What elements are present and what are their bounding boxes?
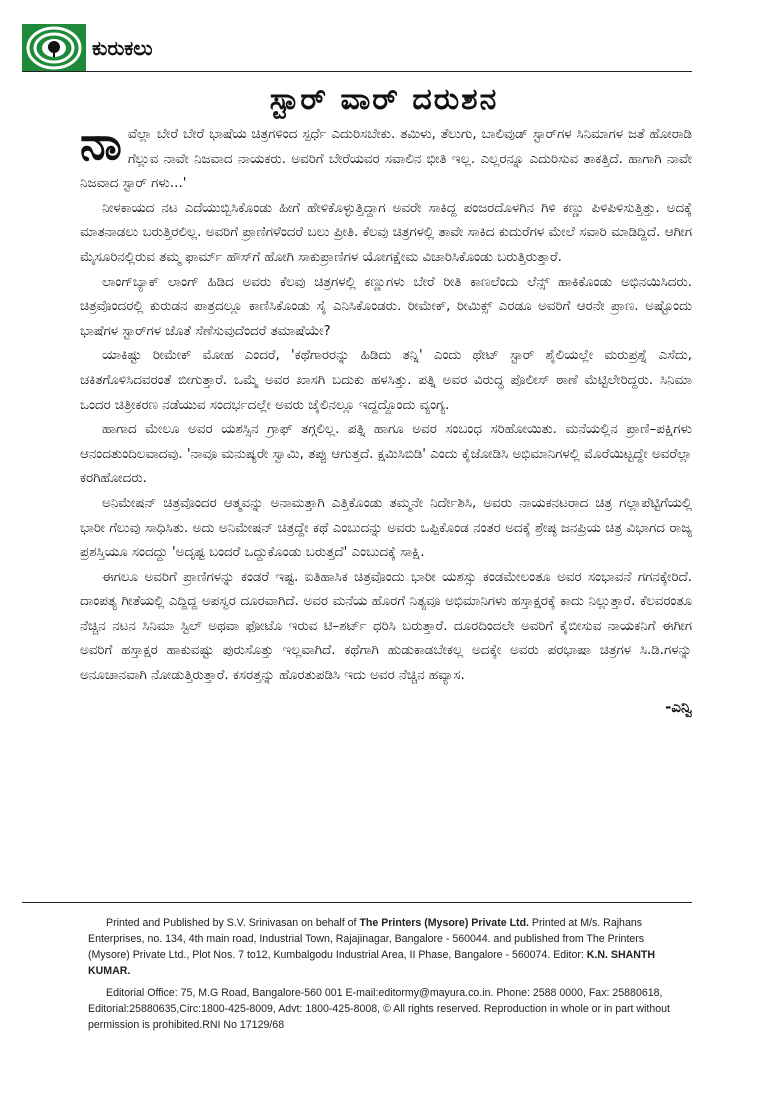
section-name: ಕುರುಕಲು bbox=[92, 36, 153, 60]
article-paragraph: ನೀಳಕಾಯದ ನಟ ಎದೆಯುಬ್ಬಿಸಿಕೊಂಡು ಹೀಗೆ ಹೇಳಿಕೊಳ್ಳುತ್ತಿದ್ದಾಗ ಅವರೇ ಸಾಕಿದ್ದ ಪಂಜರದೊಳಗಿನ ಗಿಳಿ ಕಣ್ಣು ಪಿಳಿಪಿಳಿಸುತ್ತಿತ್ತು. ಅದಕ್ಕೆ ಮಾತನಾಡಲು ಬರುತ್ತಿರಲಿಲ್ಲ. ಅವರಿಗೆ ಪ್ರಾಣಿಗಳೆಂದರೆ ಬಲು ಪ್ರೀತಿ. ಕೆಲವು ಚಿತ್ರಗಳಲ್ಲಿ ತಾವೇ ಸಾಕಿದ ಕುದುರೆಗಳ ಮೇಲೆ ಸವಾರಿ ಮಾಡಿದ್ದಿದೆ. ಆಗೀಗ ಮೈಸೂರಿನಲ್ಲಿರುವ ತಮ್ಮ ಫಾರ್ಮ್ ಹೌಸ್‌ಗೆ ಹೋಗಿ ಸಾಕುಪ್ರಾಣಿಗಳ ಯೋಗಕ್ಷೇಮ ವಿಚಾರಿಸಿಕೊಂಡು ಬರುತ್ತಿರುತ್ತಾರೆ. bbox=[80, 200, 692, 265]
byline: -ಎನ್ವಿ bbox=[665, 697, 692, 716]
circular-green-logo-icon bbox=[22, 24, 86, 72]
page-header bbox=[22, 24, 692, 72]
article-paragraph: ಅನಿಮೇಷನ್ ಚಿತ್ರವೊಂದರ ಆತ್ಮವನ್ನು ಅನಾಮತ್ತಾಗಿ ಎತ್ತಿಕೊಂಡು ತಮ್ಮನೇ ನಿರ್ದೇಶಿಸಿ, ಅವರು ನಾಯಕನಟರಾದ ಚಿತ್ರ ಗಲ್ಲಾಪೆಟ್ಟಿಗೆಯಲ್ಲಿ ಭಾರೀ ಗೆಲುವು ಸಾಧಿಸಿತು. ಅದು ಅನಿಮೇಷನ್ ಚಿತ್ರದ್ದೇ ಕಥೆ ಎಂಬುದನ್ನು ಅವರು ಒಪ್ಪಿಕೊಂಡ ನಂತರ ಅದಕ್ಕೆ ಶ್ರೇಷ್ಠ ಜನಪ್ರಿಯ ಚಿತ್ರ ವಿಭಾಗದ ರಾಜ್ಯ ಪ್ರಶಸ್ತಿಯೂ ಸಂದದ್ದು 'ಅದೃಷ್ಟ ಬಂದರೆ ಒದ್ದುಕೊಂಡು ಬರುತ್ತದೆ' ಎಂಬುದಕ್ಕೆ ಸಾಕ್ಷಿ. bbox=[80, 495, 692, 561]
article-paragraph: ಯಾಕಿಷ್ಟು ರೀಮೇಕ್ ಮೋಹ ಎಂದರೆ, 'ಕಥೆಗಾರರನ್ನು ಹಿಡಿದು ತನ್ನಿ' ಎಂದು ಥೇಟ್ ಸ್ಟಾರ್ ಶೈಲಿಯಲ್ಲೇ ಮರುಪ್ರಶ್ನೆ ಎಸೆದು, ಚಕಿತಗೊಳಿಸಿದವರಂತೆ ಬೀಗುತ್ತಾರೆ. ಒಮ್ಮೆ ಅವರ ಖಾಸಗಿ ಬದುಕು ಹಳಸಿತ್ತು. ಪತ್ನಿ ಅವರ ವಿರುದ್ಧ ಪೊಲೀಸ್ ಠಾಣೆ ಮೆಟ್ಟಿಲೇರಿದ್ದರು. ಸಿನಿಮಾ ಒಂದರ ಚಿತ್ರೀಕರಣ ನಡೆಯುವ ಸಂದರ್ಭದಲ್ಲೇ ಅವರು ಜೈಲಿನಲ್ಲೂ ಇದ್ದದ್ದೊಂದು ವ್ಯಂಗ್ಯ. bbox=[80, 348, 692, 413]
footer-rule bbox=[22, 902, 692, 903]
article-paragraph: ನಾವೆಲ್ಲಾ ಬೇರೆ ಬೇರೆ ಭಾಷೆಯ ಚಿತ್ರಗಳಿಂದ ಸ್ಪರ್ಧೆ ಎದುರಿಸಬೇಕು. ತಮಿಳು, ತೆಲುಗು, ಬಾಲಿವುಡ್ ಸ್ಟಾರ್‌ಗಳ ಸಿನಿಮಾಗಳ ಜತೆ ಹೋರಾಡಿ ಗೆಲ್ಲುವ ನಾವೇ ನಿಜವಾದ ನಾಯಕರು. ಅವರಿಗೆ ಬೇರೆಯವರ ಸವಾಲಿನ ಭೀತಿ ಇಲ್ಲ. ಎಲ್ಲರನ್ನೂ ಎದುರಿಸುವ ತಾಕತ್ತಿದೆ. ಹಾಗಾಗಿ ನಾವೇ ನಿಜವಾದ ಸ್ಟಾರ್ ಗಳು...' bbox=[80, 116, 692, 192]
header-rule bbox=[22, 71, 692, 72]
dropcap: ನಾ bbox=[80, 116, 122, 170]
imprint-publisher: Printed and Published by S.V. Srinivasan on behalf of The Printers (Mysore) Private Ltd. Printed at M/s. Rajhans Enterprises, no. 134, 4th main road, Industrial Town, Rajajinagar, Bangalore - 560044. and published from The Printers (Mysore) Private Ltd., Plot Nos. 7 to12, Kumbalgodu Industrial Area, II Phase, Bangalore - 560074. Editor: K.N. SHANTH KUMAR. bbox=[88, 917, 656, 977]
article-body bbox=[80, 116, 693, 719]
article-title: ಸ್ಟಾರ್ ವಾರ್ ದರುಶನ bbox=[269, 82, 499, 117]
imprint-footer bbox=[88, 915, 688, 1039]
imprint-contact: Editorial Office: 75, M.G Road, Bangalore-560 001 E-mail:editormy@mayura.co.in. Phone: 2588 0000, Fax: 25880618, Editorial:25880635,Circ:1800-425-8009, Advt: 1800-425-8008, © All rights reserved. Reproduction in whole or in part without permission is prohibited.RNI No 17129/68 bbox=[88, 987, 670, 1031]
article-paragraph: ಈಗಲೂ ಅವರಿಗೆ ಪ್ರಾಣಿಗಳನ್ನು ಕಂಡರೆ ಇಷ್ಟ. ಐತಿಹಾಸಿಕ ಚಿತ್ರವೊಂದು ಭಾರೀ ಯಶಸ್ಸು ಕಂಡಮೇಲಂತೂ ಅವರ ಸಂಭಾವನೆ ಗಗನಕ್ಕೇರಿದೆ. ದಾಂಪತ್ಯ ಗೀತೆಯಲ್ಲಿ ಎದ್ದಿದ್ದ ಅಪಸ್ವರ ದೂರವಾಗಿದೆ. ಅವರ ಮನೆಯ ಹೊರಗೆ ನಿತ್ಯವೂ ಅಭಿಮಾನಿಗಳು ಹಸ್ತಾಕ್ಷರಕ್ಕೆ ಕಾದು ನಿಲ್ಲುತ್ತಾರೆ. ಕೆಲವರಂತೂ ನೆಚ್ಚಿನ ನಟನ ಸಿನಿಮಾ ಸ್ಟಿಲ್ ಅಥವಾ ಫೋಟೊ ಇರುವ ಟಿ–ಶರ್ಟ್ ಧರಿಸಿ ಬರುತ್ತಾರೆ. ದೂರದಿಂದಲೇ ಅವರಿಗೆ ಕೈಬೀಸುವ ನಾಯಕನಿಗೆ ಈಗೀಗ ಅವರಿಗೆ ಹಸ್ತಾಕ್ಷರ ಹಾಕುವಷ್ಟು ಪುರುಸೊತ್ತು ಇಲ್ಲವಾಗಿದೆ. ಕಥೆಗಾಗಿ ಹುಡುಕಾಡಬೇಕಲ್ಲ ಅದಕ್ಕೇ ಅವರು ಪರಭಾಷಾ ಚಿತ್ರಗಳ ಸಿ.ಡಿ.ಗಳನ್ನು ಅನೂಚಾನವಾಗಿ ನೋಡುತ್ತಿರುತ್ತಾರೆ. ಕಸರತ್ತನ್ನು ಹೊರತುಪಡಿಸಿ ಇದು ಅವರ ನೆಚ್ಚಿನ ಹವ್ಯಾಸ. bbox=[80, 569, 692, 684]
article-paragraph: ಹಾಗಾದ ಮೇಲೂ ಅವರ ಯಶಸ್ಸಿನ ಗ್ರಾಫ್ ತಗ್ಗಲಿಲ್ಲ. ಪತ್ನಿ ಹಾಗೂ ಅವರ ಸಂಬಂಧ ಸರಿಹೋಯಿತು. ಮನೆಯಲ್ಲಿನ ಪ್ರಾಣಿ–ಪಕ್ಷಿಗಳು ಆನಂದತುಂದಿಲವಾದವು. 'ನಾವೂ ಮನುಷ್ಯರೇ ಸ್ವಾಮಿ, ತಪ್ಪು ಆಗುತ್ತದೆ. ಕ್ಷಮಿಸಿಬಿಡಿ' ಎಂದು ಕೈಜೋಡಿಸಿ ಅಭಿಮಾನಿಗಳಲ್ಲಿ ಮೊರೆಯಿಟ್ಟದ್ದೇ ಅವರೆಲ್ಲಾ ಕರಗಿಹೋದರು. bbox=[80, 422, 693, 487]
article-paragraph: ಲಾಂಗ್‌ಬ್ಯಾಕ್ ಲಾಂಗ್ ಹಿಡಿದ ಅವರು ಕೆಲವು ಚಿತ್ರಗಳಲ್ಲಿ ಕಣ್ಣುಗಳು ಬೇರೆ ರೀತಿ ಕಾಣಲೆಂದು ಲೆನ್ಸ್ ಹಾಕಿಕೊಂಡು ಅಭಿನಯಿಸಿದರು. ಚಿತ್ರವೊಂದರಲ್ಲಿ ಕುರುಡನ ಪಾತ್ರದಲ್ಲೂ ಕಾಣಿಸಿಕೊಂಡು ಸೈ ಎನಿಸಿಕೊಂಡರು. ರೀಮೇಕ್, ರೀಮಿಕ್ಸ್ ಎರಡೂ ಅವರಿಗೆ ಆರನೇ ಪ್ರಾಣ. ಅಷ್ಟೊಂದು ಭಾಷೆಗಳ ಸ್ಟಾರ್‌ಗಳ ಜೊತೆ ಸೆಣೆಸುವುದೆಂದರೆ ತಮಾಷೆಯೇ? bbox=[80, 274, 692, 339]
